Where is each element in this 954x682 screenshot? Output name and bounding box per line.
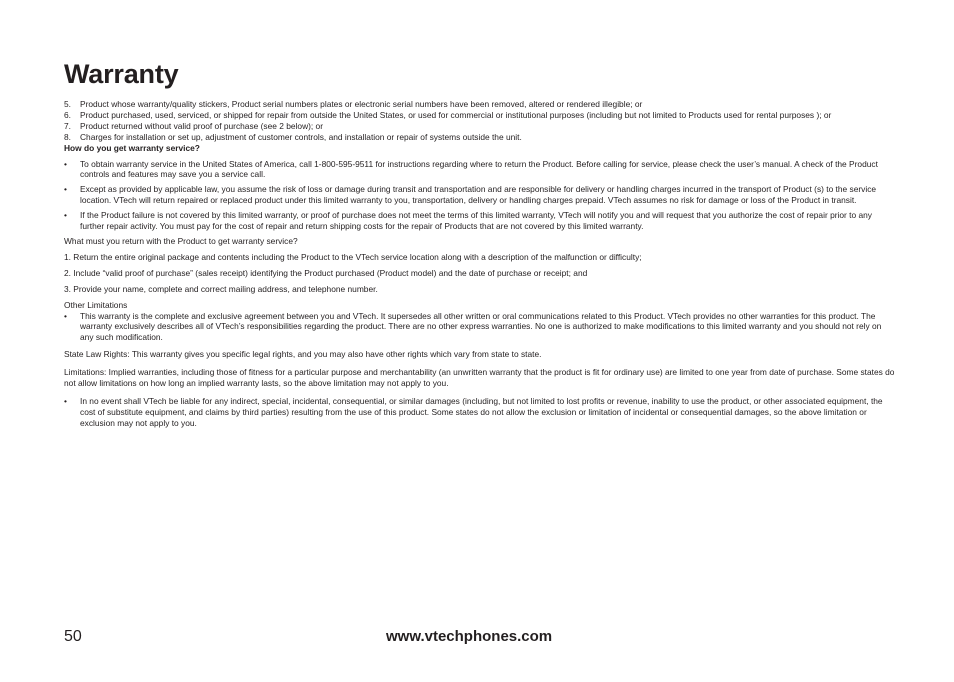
- list-item: [64, 132, 897, 143]
- limitations-paragraph: Limitations: Implied warranties, including those of fitness for a particular purpose and merchantability (an unwritten warranty that the product is fit for ordinary use) are limited to one year from date of purchase. Some states do not allow limitations on how long an implied warranty lasts, so the above limitation may not apply to you.: [64, 367, 895, 389]
- bullet-text: If the Product failure is not covered by this limited warranty, or proof of purchase does not meet the terms of this limited warranty, VTech will notify you and will request that you authorize the cost of repair prior to any further repair activity. You must pay for the cost of repair and return shipping costs for the repair of Products that are not covered by this limited warranty.: [80, 210, 872, 232]
- item-number: 5.: [64, 99, 71, 109]
- other-limitations-heading: Other Limitations: [64, 299, 128, 310]
- other-limitations-bullets: [64, 311, 897, 344]
- warranty-body: [64, 99, 897, 433]
- bullet-text: Except as provided by applicable law, you assume the risk of loss or damage during transit and transportation and are responsible for delivery or handling charges incurred in the transport of Product (s) to the service location. VTech will return repaired or replaced product under this limited warranty to you, transportation, delivery or handling charges prepaid. VTech assumes no risk for damage or loss of the Product in transit.: [80, 184, 877, 206]
- bullet-icon: •: [64, 210, 67, 221]
- bullet-icon: •: [64, 310, 67, 321]
- list-item: [64, 210, 897, 232]
- bullet-text: To obtain warranty service in the United States of America, call 1-800-595-9511 for instructions regarding where to return the Product. Before calling for service, please check the user’s manual. A check of the Product controls and features may save you a service call.: [80, 158, 878, 180]
- service-bullets: [64, 159, 897, 232]
- list-item: [64, 184, 897, 206]
- item-number: 7.: [64, 120, 71, 131]
- item-text: Product whose warranty/quality stickers, Product serial numbers plates or electronic serial numbers have been removed, altered or rendered illegible; or: [80, 99, 643, 109]
- item-number: 6.: [64, 109, 71, 120]
- list-item: [64, 110, 897, 121]
- list-item: [64, 311, 897, 344]
- bullet-icon: •: [64, 395, 67, 406]
- bullet-text: This warranty is the complete and exclusive agreement between you and VTech. It supersedes all other written or oral communications related to this Product. VTech provides no other warranties for this product. The warranty exclusively describes all of VTech’s responsibilities regarding the product. There are no other express warranties. No one is authorized to make modifications to this limited warranty and you should not rely on any such modification.: [80, 310, 882, 343]
- list-item: [64, 159, 897, 181]
- page-title: Warranty: [64, 59, 179, 89]
- bullet-text: In no event shall VTech be liable for any indirect, special, incidental, consequential, or similar damages (including, but not limited to lost profits or revenue, inability to use the product, or other associated equipment, the cost of substitute equipment, and claims by third parties) resulting from the use of this product. Some states do not allow the exclusion or limitation of incidental or consequential damages, so the above limitation or exclusion may not apply to you.: [80, 395, 883, 428]
- bullet-icon: •: [64, 158, 67, 169]
- return-step: 2. Include “valid proof of purchase” (sales receipt) identifying the Product purchased (Product model) and the date of purchase or receipt; and: [64, 267, 588, 278]
- final-bullets: [64, 396, 897, 429]
- state-law-paragraph: State Law Rights: This warranty gives you specific legal rights, and you may also have other rights which vary from state to state.: [64, 349, 542, 360]
- return-heading: What must you return with the Product to get warranty service?: [64, 235, 298, 246]
- return-step: 1. Return the entire original package and contents including the Product to the VTech service location along with a description of the malfunction or difficulty;: [64, 251, 642, 262]
- list-item: [64, 396, 897, 429]
- service-heading: How do you get warranty service?: [64, 142, 200, 153]
- list-item: [64, 99, 897, 110]
- item-text: Product returned without valid proof of purchase (see 2 below); or: [80, 120, 324, 131]
- website-link[interactable]: www.vtechphones.com: [386, 628, 553, 645]
- page-number: 50: [64, 628, 82, 645]
- bullet-icon: •: [64, 184, 67, 195]
- return-step: 3. Provide your name, complete and correct mailing address, and telephone number.: [64, 283, 378, 294]
- item-number: 8.: [64, 131, 71, 142]
- list-item: [64, 121, 897, 132]
- item-text: Charges for installation or set up, adjustment of customer controls, and installation or repair of systems outside the unit.: [80, 131, 522, 142]
- item-text: Product purchased, used, serviced, or shipped for repair from outside the United States, or used for commercial or institutional purposes (including but not limited to Products used for rental purposes ); or: [80, 109, 832, 120]
- exclusions-list: [64, 99, 897, 143]
